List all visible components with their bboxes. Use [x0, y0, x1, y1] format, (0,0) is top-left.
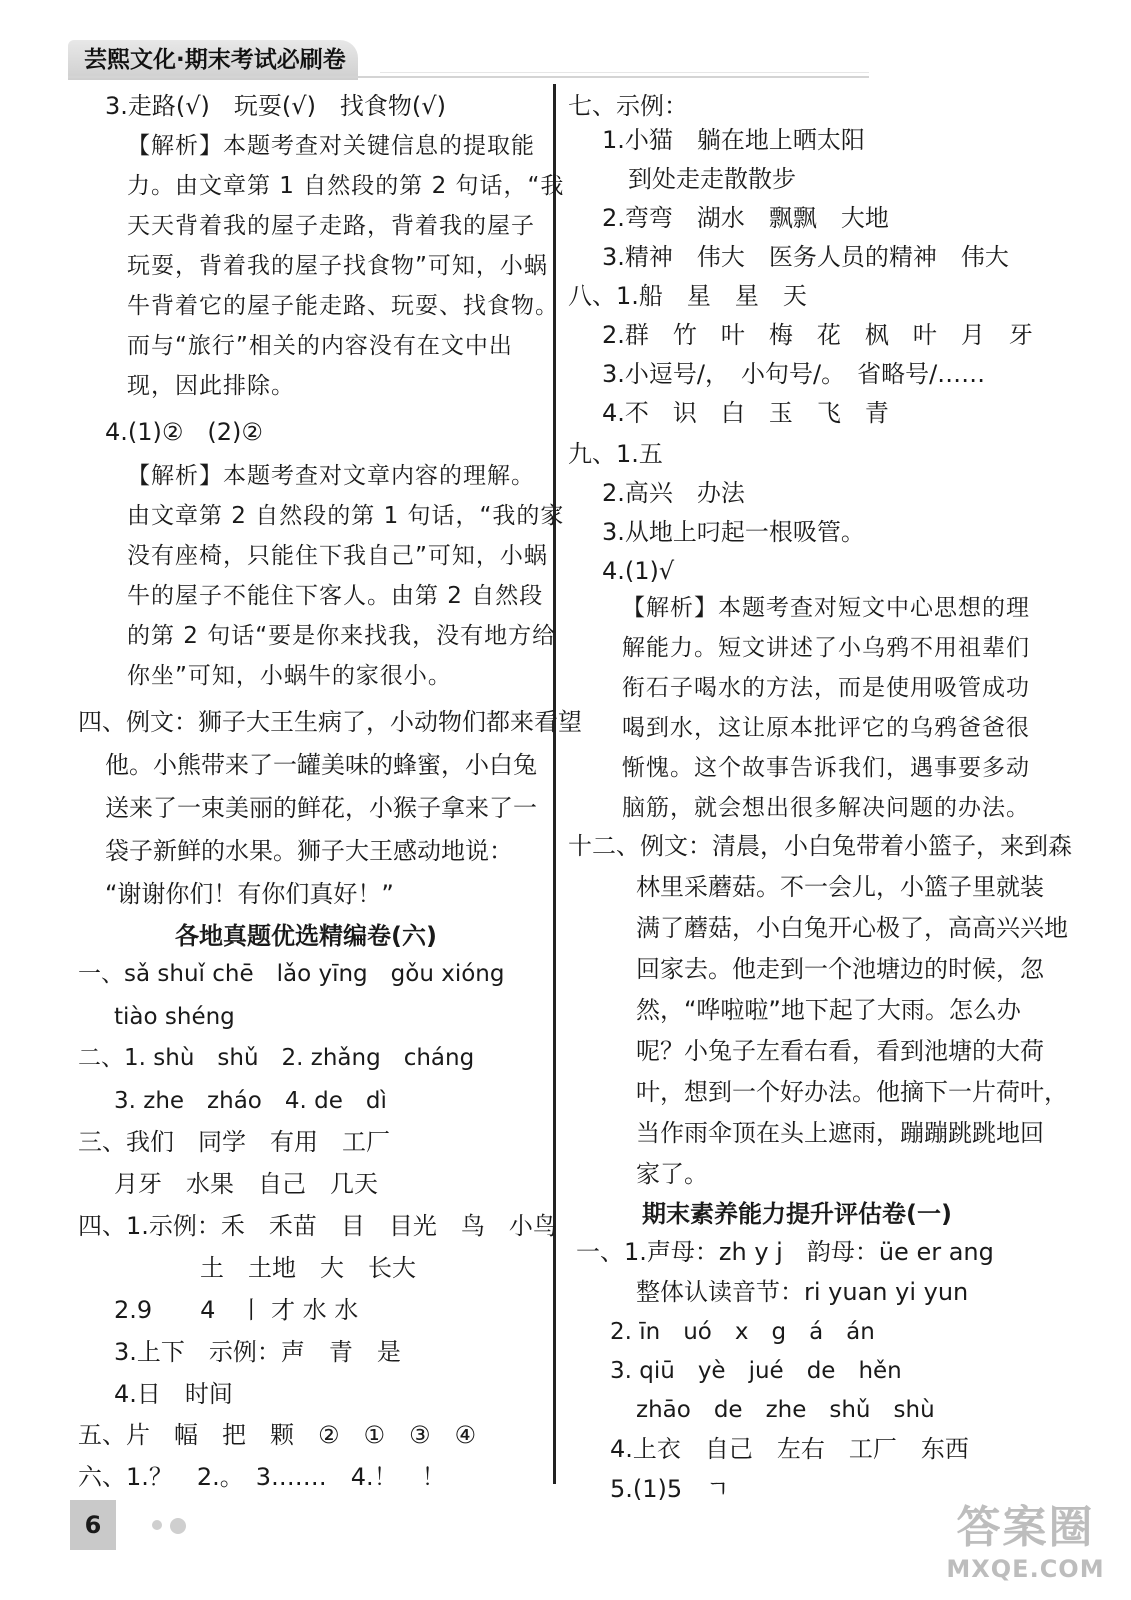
- answer-line: zhāo de zhe shǔ shù: [636, 1397, 935, 1423]
- header-rule-secondary: [380, 72, 869, 73]
- answer-line: 九、1.五: [568, 440, 663, 468]
- watermark-logo: [938, 1502, 1113, 1592]
- answer-line: 土 土地 大 长大: [200, 1254, 416, 1282]
- answer-line: 3. zhe zháo 4. de dì: [114, 1088, 387, 1114]
- answer-line: 六、1.？ 2.。 3.…… 4.！ ！: [78, 1463, 446, 1491]
- section-heading: 各地真题优选精编卷(六): [175, 922, 437, 950]
- answer-line: 2.9 4 丨 才 水 水: [114, 1296, 359, 1324]
- answer-line: 2.弯弯 湖水 飘飘 大地: [602, 204, 889, 232]
- section-heading: 期末素养能力提升评估卷(一): [642, 1200, 952, 1228]
- analysis-line: 现，因此排除。: [127, 373, 295, 399]
- answer-line: 一、1.声母：zh y j 韵母：üe er ang: [576, 1238, 994, 1266]
- analysis-line: 天天背着我的屋子走路，背着我的屋子: [127, 213, 535, 239]
- answer-line: 月牙 水果 自己 几天: [114, 1170, 378, 1198]
- answer-line: 三、我们 同学 有用 工厂: [78, 1128, 390, 1156]
- watermark-title: 答案圈: [956, 1502, 1095, 1553]
- answer-line: 袋子新鲜的水果。狮子大王感动地说：: [105, 837, 513, 865]
- answer-line: 满了蘑菇，小白兔开心极了，高高兴兴地: [636, 914, 1068, 942]
- answer-line: 叶，想到一个好办法。他摘下一片荷叶，: [636, 1078, 1068, 1106]
- decorative-dot: [170, 1518, 186, 1534]
- answer-line: 当作雨伞顶在头上遮雨，蹦蹦跳跳地回: [636, 1119, 1044, 1147]
- analysis-line: 【解析】本题考查对文章内容的理解。: [127, 463, 535, 489]
- answer-line: 整体认读音节：ri yuan yi yun: [636, 1278, 969, 1306]
- answer-line: 3.走路(√) 玩耍(√) 找食物(√): [105, 92, 446, 120]
- analysis-line: 脑筋，就会想出很多解决问题的办法。: [622, 795, 1030, 821]
- answer-line: 七、示例：: [568, 92, 688, 120]
- answer-line: 回家去。他走到一个池塘边的时候，忽: [636, 955, 1044, 983]
- answer-line: 5.(1)5 ㄱ: [610, 1475, 730, 1503]
- answer-line: 到处走走散散步: [628, 165, 796, 193]
- answer-line: tiào shéng: [114, 1004, 235, 1030]
- analysis-line: 衔石子喝水的方法，而是使用吸管成功: [622, 675, 1030, 701]
- answer-line: 四、例文：狮子大王生病了，小动物们都来看望: [78, 708, 582, 736]
- answer-line: 2.群 竹 叶 梅 花 枫 叶 月 牙: [602, 321, 1033, 349]
- answer-line: 八、1.船 星 星 天: [568, 282, 807, 310]
- answer-line: 一、sǎ shuǐ chē lǎo yīng gǒu xióng: [78, 961, 505, 987]
- answer-line: 他。小熊带来了一罐美味的蜂蜜，小白兔: [105, 751, 537, 779]
- answer-line: 3. qiū yè jué de hěn: [610, 1358, 902, 1384]
- answer-line: 4.不 识 白 玉 飞 青: [602, 399, 889, 427]
- analysis-line: 力。由文章第 1 自然段的第 2 句话，“我: [127, 173, 565, 199]
- answer-line: 十二、例文：清晨，小白兔带着小篮子，来到森: [568, 832, 1072, 860]
- analysis-line: 解能力。短文讲述了小乌鸦不用祖辈们: [622, 635, 1030, 661]
- analysis-line: 而与“旅行”相关的内容没有在文中出: [127, 333, 513, 359]
- answer-line: 五、片 幅 把 颗 ② ① ③ ④: [78, 1421, 477, 1449]
- analysis-line: 没有座椅，只能住下我自己”可知，小蜗: [127, 543, 548, 569]
- watermark-url: MXQE.COM: [946, 1555, 1105, 1583]
- analysis-line: 玩耍，背着我的屋子找食物”可知，小蜗: [127, 253, 548, 279]
- answer-line: 四、1.示例：禾 禾苗 目 目光 鸟 小鸟: [78, 1212, 557, 1240]
- analysis-line: 【解析】本题考查对关键信息的提取能: [127, 133, 535, 159]
- analysis-line: 牛背着它的屋子能走路、玩耍、找食物。: [127, 293, 559, 319]
- header-title: 芸熙文化·期末考试必刷卷: [68, 40, 358, 80]
- page-number: 6: [70, 1500, 116, 1550]
- answer-line: 3.精神 伟大 医务人员的精神 伟大: [602, 243, 1009, 271]
- answer-line: 呢？小兔子左看右看，看到池塘的大荷: [636, 1037, 1044, 1065]
- answer-line: 然，“哗啦啦”地下起了大雨。怎么办: [636, 996, 1021, 1024]
- answer-line: “谢谢你们！有你们真好！”: [105, 880, 394, 908]
- answer-line: 4.日 时间: [114, 1380, 233, 1408]
- answer-line: 4.上衣 自己 左右 工厂 东西: [610, 1435, 969, 1463]
- answer-line: 4.(1)② (2)②: [105, 418, 263, 446]
- analysis-line: 你坐”可知，小蜗牛的家很小。: [127, 663, 452, 689]
- analysis-line: 惭愧。这个故事告诉我们，遇事要多动: [622, 755, 1030, 781]
- answer-line: 1.小猫 躺在地上晒太阳: [602, 126, 865, 154]
- answer-line: 二、1. shù shǔ 2. zhǎng cháng: [78, 1045, 475, 1071]
- answer-line: 3.上下 示例：声 青 是: [114, 1338, 401, 1366]
- analysis-line: 牛的屋子不能住下客人。由第 2 自然段: [127, 583, 544, 609]
- analysis-line: 喝到水，这让原本批评它的乌鸦爸爸很: [622, 715, 1030, 741]
- header-rule: [68, 76, 869, 78]
- analysis-line: 的第 2 句话“要是你来找我，没有地方给: [127, 623, 557, 649]
- analysis-line: 【解析】本题考查对短文中心思想的理: [622, 595, 1030, 621]
- answer-line: 2. īn uó x g á án: [610, 1319, 875, 1345]
- answer-line: 林里采蘑菇。不一会儿，小篮子里就装: [636, 873, 1044, 901]
- answer-line: 家了。: [636, 1160, 708, 1188]
- analysis-line: 由文章第 2 自然段的第 1 句话，“我的家: [127, 503, 565, 529]
- decorative-dot: [152, 1520, 162, 1530]
- answer-line: 3.从地上叼起一根吸管。: [602, 518, 865, 546]
- answer-line: 3.小逗号/， 小句号/。 省略号/……: [602, 360, 986, 388]
- answer-line: 2.高兴 办法: [602, 479, 745, 507]
- answer-line: 送来了一束美丽的鲜花，小猴子拿来了一: [105, 794, 537, 822]
- answer-line: 4.(1)√: [602, 557, 675, 585]
